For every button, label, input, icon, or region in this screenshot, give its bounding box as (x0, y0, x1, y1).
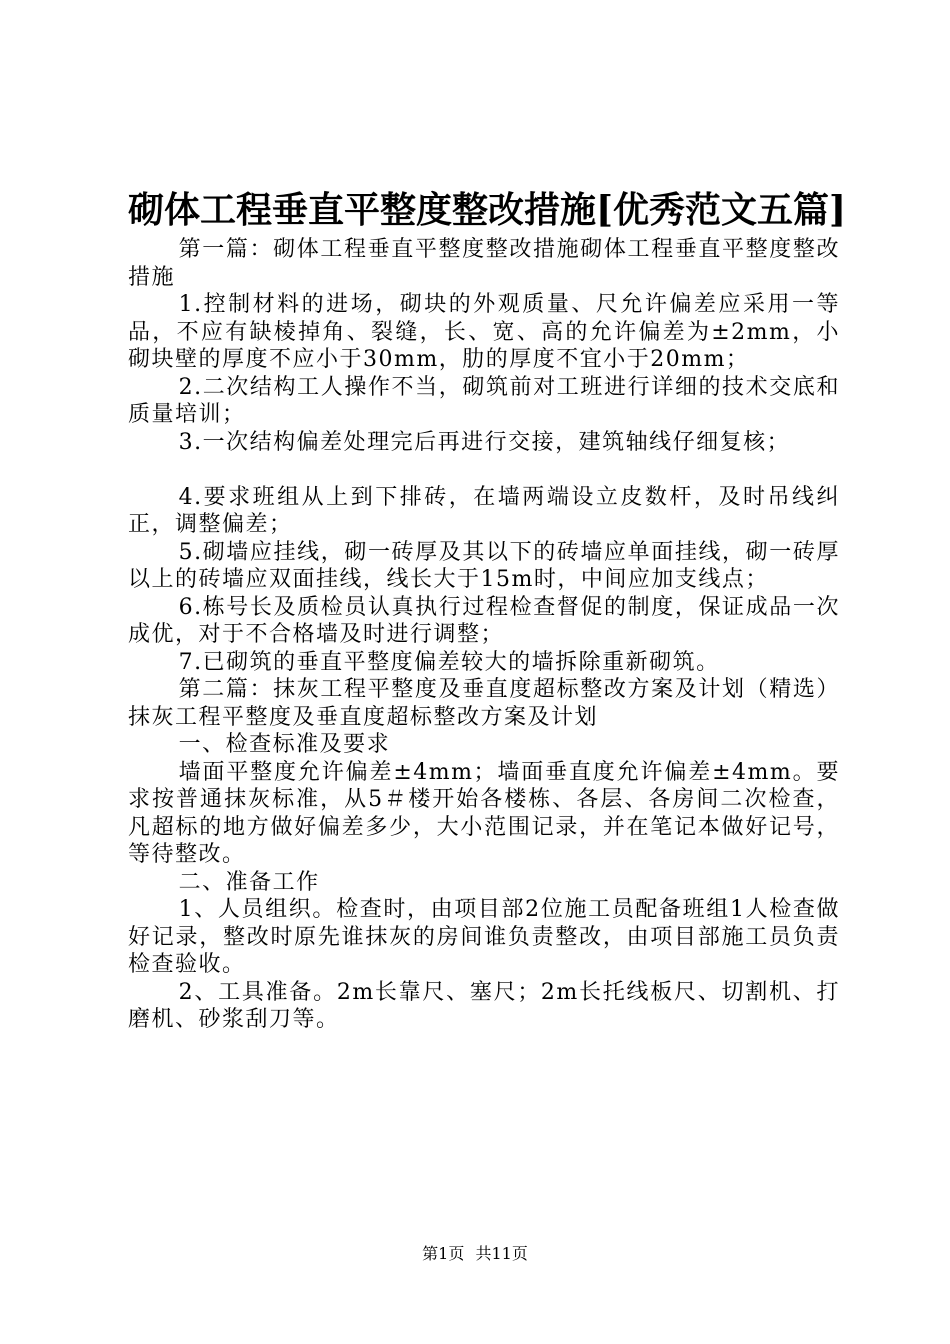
paragraph-item-7: 7.已砌筑的垂直平整度偏差较大的墙拆除重新砌筑。 (178, 649, 720, 675)
paragraph-item-1: 1.控制材料的进场，砌块的外观质量、尺允许偏差应采用一等品，不应有缺棱掉角、裂缝，长、宽、高的允许偏差为±2mm，小砌块壁的厚度不应小于30mm，肋的厚度不宜小于20mm； (128, 292, 840, 372)
paragraph-item-6: 6.栋号长及质检员认真执行过程检查督促的制度，保证成品一次成优，对于不合格墙及时进行调整； (128, 594, 840, 647)
paragraph-section-2-heading: 二、准备工作 (178, 869, 320, 895)
paragraph-section-2-item-2: 2、工具准备。2m长靠尺、塞尺；2m长托线板尺、切割机、打磨机、砂浆刮刀等。 (128, 979, 840, 1032)
paragraph-section-1-heading: 一、检查标准及要求 (178, 732, 391, 757)
paragraph-part1-heading: 第一篇：砌体工程垂直平整度整改措施砌体工程垂直平整度整改措施 (128, 237, 840, 290)
page-number: 第1页 (422, 1244, 465, 1263)
paragraph-item-3: 3.一次结构偏差处理完后再进行交接，建筑轴线仔细复核； (178, 429, 791, 455)
paragraph-part2-heading: 第二篇：抹灰工程平整度及垂直度超标整改方案及计划（精选）抹灰工程平整度及垂直度超标整改方案及计划 (128, 677, 840, 730)
page-total: 共11页 (475, 1244, 528, 1263)
paragraph-section-1-body: 墙面平整度允许偏差±4mm；墙面垂直度允许偏差±4mm。要求按普通抹灰标准，从5＃楼开始各楼栋、各层、各房间二次检查，凡超标的地方做好偏差多少，大小范围记录，并在笔记本做好记号，等待整改。 (128, 759, 840, 867)
paragraph-item-5: 5.砌墙应挂线，砌一砖厚及其以下的砖墙应单面挂线，砌一砖厚以上的砖墙应双面挂线，线长大于15m时，中间应加支线点； (128, 539, 840, 592)
page-footer (0, 1244, 950, 1264)
document-title: 砌体工程垂直平整度整改措施[优秀范文五篇] (128, 189, 847, 231)
paragraph-item-4: 4.要求班组从上到下排砖，在墙两端设立皮数杆，及时吊线纠正，调整偏差； (128, 484, 840, 537)
document-body (128, 236, 840, 1034)
paragraph-section-2-item-1: 1、人员组织。检查时，由项目部2位施工员配备班组1人检查做好记录，整改时原先谁抹灰的房间谁负责整改，由项目部施工员负责检查验收。 (128, 897, 840, 977)
paragraph-item-2: 2.二次结构工人操作不当，砌筑前对工班进行详细的技术交底和质量培训； (128, 374, 840, 427)
